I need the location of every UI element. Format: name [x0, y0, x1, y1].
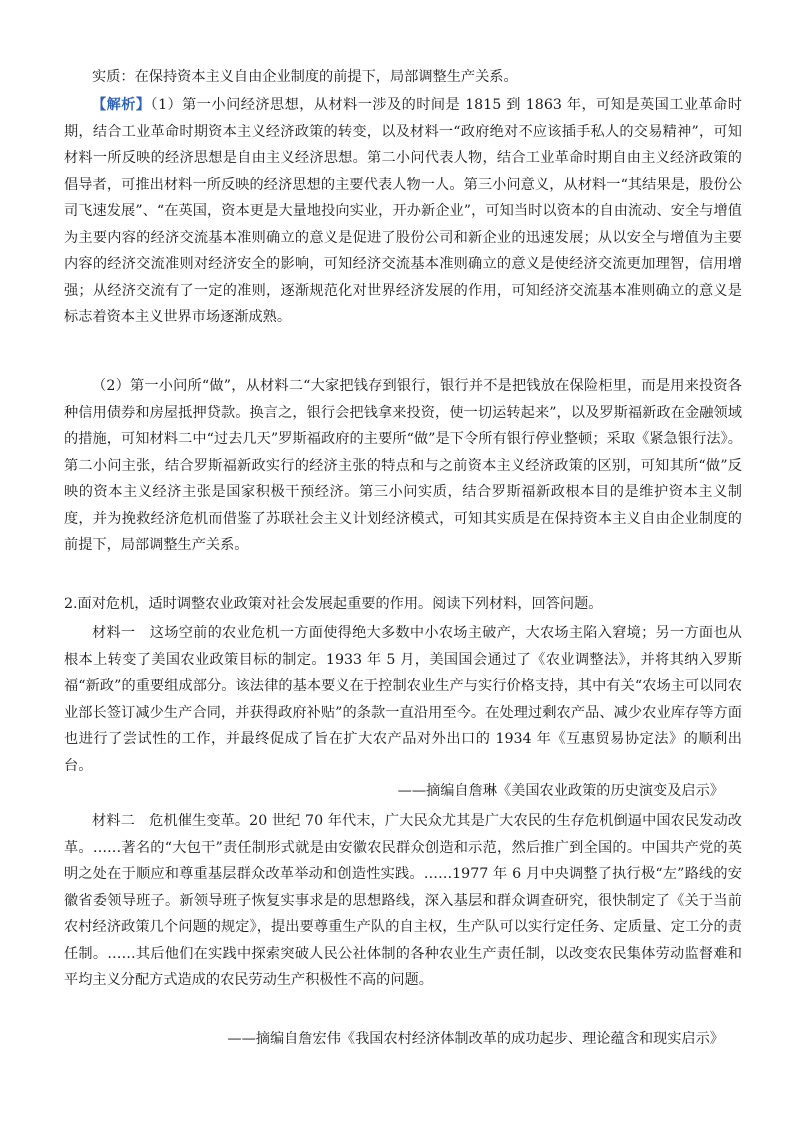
analysis-p1-text: （1）第一小问经济思想，从材料一涉及的时间是 1815 到 1863 年，可知是英国工业革命时期，结合工业革命时期资本主义经济政策的转变，以及材料一“政府绝对不应该插手私人的交易精神”，可知材料一所反映的经济思想是自由主义经济思想。第二小问代表人物，结合工业革命时期自由主义经济政策的倡导者，可推出材料一所反映的经济思想的主要代表人物一人。第三小问意义，从材料一“其结果是，股份公司飞速发展”、“在英国，资本更是大量地投向实业，开办新企业”，可知当时以资本的自由流动、安全与增值为主要内容的经济交流基本准则确立的意义是促进了股份公司和新企业的迅速发展；从以安全与增值为主要内容的经济交流准则对经济安全的影响，可知经济交流基本准则确立的意义是使经济交流更加理智，信用增强；从经济交流有了一定的准则，逐渐规范化对世界经济发展的作用，可知经济交流基本准则确立的意义是标志着资本主义世界市场逐渐成熟。 [64, 97, 742, 325]
analysis-tag: 【解析】 [92, 97, 151, 113]
material-1: 材料一 这场空前的农业危机一方面使得绝大多数中小农场主破产，大农场主陷入窘境；另一方面也从根本上转变了美国农业政策目标的制定。1933 年 5 月，美国国会通过了《农业调整法》，并将其纳入罗斯福“新政”的重要组成部分。该法律的基本要义在于控制农业生产与实行价格支持，其中有关“农场主可以同农业部长签订减少生产合同，并获得政府补贴”的条款一直沿用至今。在处理过剩农产品、减少农业库存等方面也进行了尝试性的工作，并最终促成了旨在扩大农产品对外出口的 1934 年《互惠贸易协定法》的顺利出台。 [64, 625, 742, 774]
material-2: 材料二 危机催生变革。20 世纪 70 年代末，广大民众尤其是广大农民的生存危机倒逼中国农民发动改革。……著名的“大包干”责任制形式就是由安徽农民群众创造和示范，然后推广到全国的。中国共产党的英明之处在于顺应和尊重基层群众改革举动和创造性实践。……1977 年 6 月中央调整了执行极“左”路线的安徽省委领导班子。新领导班子恢复实事求是的思想路线，深入基层和群众调查研究，很快制定了《关于当前农村经济政策几个问题的规定》，提出要尊重生产队的自主权，生产队可以实行定任务、定质量、定工分的责任制。……其后他们在实践中探索突破人民公社体制的各种农业生产责任制，以改变农民集体劳动监督难和平均主义分配方式造成的农民劳动生产积极性不高的问题。 [64, 813, 742, 988]
analysis-paragraph-1 [64, 92, 742, 331]
question-2-stem: 2.面对危机，适时调整农业政策对社会发展起重要的作用。阅读下列材料，回答问题。 [64, 596, 603, 612]
answer-essence: 实质：在保持资本主义自由企业制度的前提下，局部调整生产关系。 [92, 69, 518, 85]
material-1-source: ——摘编自詹琳《美国农业政策的历史演变及启示》 [397, 783, 724, 799]
analysis-paragraph-2: （2）第一小问所“做”，从材料二“大家把钱存到银行，银行并不是把钱放在保险柜里，而是用来投资各种信用债券和房屋抵押贷款。换言之，银行会把钱拿来投资，使一切运转起来”，以及罗斯福新政在金融领域的措施，可知材料二中“过去几天”罗斯福政府的主要所“做”是下令所有银行停业整顿；采取《紧急银行法》。第二小问主张，结合罗斯福新政实行的经济主张的特点和与之前资本主义经济政策的区别，可知其所“做”反映的资本主义经济主张是国家积极干预经济。第三小问实质，结合罗斯福新政根本目的是维护资本主义制度，并为挽救经济危机而借鉴了苏联社会主义计划经济模式，可知其实质是在保持资本主义自由企业制度的前提下，局部调整生产关系。 [64, 378, 742, 553]
material-2-source: ——摘编自詹宏伟《我国农村经济体制改革的成功起步、理论蕴含和现实启示》 [227, 1031, 724, 1047]
